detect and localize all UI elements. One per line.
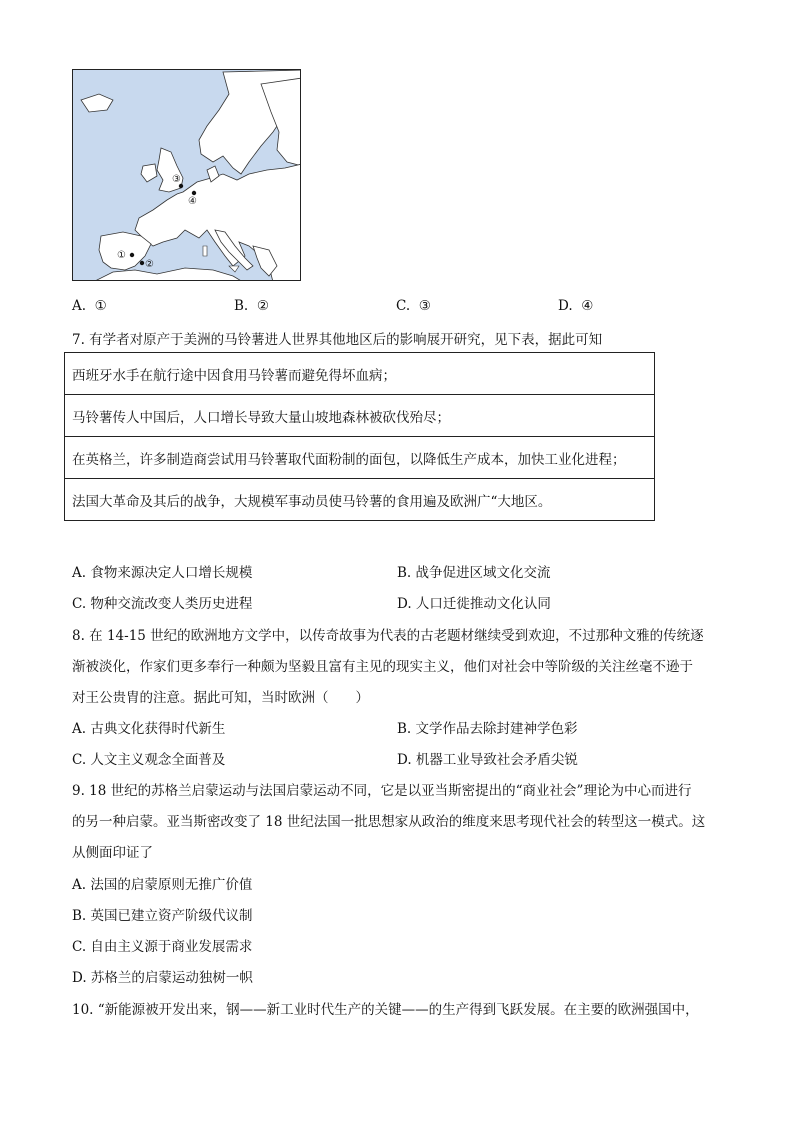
q9-option-d: D. 苏格兰的启蒙运动独树一帜: [72, 970, 253, 986]
q8-option-a: A. 古典文化获得时代新生: [72, 721, 226, 737]
marker-dot-2: [140, 261, 144, 265]
table-row: [65, 353, 655, 395]
q7-source-table: [64, 352, 655, 521]
map-option-b: B. ②: [234, 298, 269, 314]
table-cell: 西班牙水手在航行途中因食用马铃薯而避免得坏血病；: [65, 353, 655, 395]
q7-option-c: C. 物种交流改变人类历史进程: [72, 596, 253, 612]
q10-line-1: 10. “新能源被开发出来，钢——新工业时代生产的关键——的生产得到飞跃发展。在主要的欧洲强国中，: [72, 1002, 699, 1018]
north-africa-landmass: [93, 268, 243, 281]
map-option-a: A. ①: [72, 298, 107, 314]
q7-option-a: A. 食物来源决定人口增长规模: [72, 565, 253, 581]
table-cell: 在英格兰，许多制造商尝试用马铃薯取代面粉制的面包，以降低生产成本，加快工业化进程；: [65, 437, 655, 479]
marker-label-4: ④: [188, 196, 197, 207]
island-sardinia: [203, 246, 207, 256]
q9-line-2: 的另一种启蒙。亚当斯密改变了 18 世纪法国一批思想家从政治的维度来思考现代社会的转型这一模式。这: [72, 814, 706, 830]
q8-line-1: 8. 在 14-15 世纪的欧洲地方文学中，以传奇故事为代表的古老题材继续受到欢迎，不过那种文雅的传统逐: [72, 628, 704, 644]
q8-line-2: 渐被淡化，作家们更多奉行一种颇为坚毅且富有主见的现实主义，他们对社会中等阶级的关注丝毫不逊于: [72, 659, 693, 675]
ireland-landmass: [141, 164, 157, 182]
marker-label-3: ③: [172, 174, 181, 185]
table-cell: 马铃薯传人中国后，人口增长导致大量山坡地森林被砍伐殆尽；: [65, 395, 655, 437]
q9-option-a: A. 法国的启蒙原则无推广价值: [72, 877, 253, 893]
q9-line-1: 9. 18 世纪的苏格兰启蒙运动与法国启蒙运动不同，它是以亚当斯密提出的“商业社会”理论为中心而进行: [72, 783, 692, 799]
q7-stem: 7. 有学者对原产于美洲的马铃薯进人世界其他地区后的影响展开研究，见下表，据此可知: [72, 332, 603, 348]
marker-dot-4: [192, 191, 196, 195]
q8-option-b: B. 文学作品去除封建神学色彩: [397, 721, 578, 737]
marker-dot-1: [130, 253, 134, 257]
q8-option-d: D. 机器工业导致社会矛盾尖锐: [397, 752, 578, 768]
q9-line-3: 从侧面印证了: [72, 845, 153, 861]
marker-label-2: ②: [145, 259, 154, 270]
europe-map: [72, 69, 301, 281]
table-row: [65, 479, 655, 521]
map-option-c: C. ③: [396, 298, 431, 314]
europe-map-drawing: [73, 70, 301, 281]
table-cell: 法国大革命及其后的战争，大规模军事动员使马铃薯的食用遍及欧洲广“大地区。: [65, 479, 655, 521]
q9-option-c: C. 自由主义源于商业发展需求: [72, 939, 253, 955]
map-option-d: D. ④: [558, 298, 594, 314]
table-row: [65, 437, 655, 479]
iceland-landmass: [81, 94, 113, 112]
marker-label-1: ①: [117, 250, 126, 261]
q8-option-c: C. 人文主义观念全面普及: [72, 752, 226, 768]
island-sicily: [229, 266, 239, 272]
q8-line-3: 对王公贵胄的注意。据此可知，当时欧洲（ ）: [72, 690, 369, 706]
q7-option-b: B. 战争促进区域文化交流: [397, 565, 551, 581]
q9-option-b: B. 英国已建立资产阶级代议制: [72, 908, 253, 924]
table-row: [65, 395, 655, 437]
q7-option-d: D. 人口迁徙推动文化认同: [397, 596, 551, 612]
